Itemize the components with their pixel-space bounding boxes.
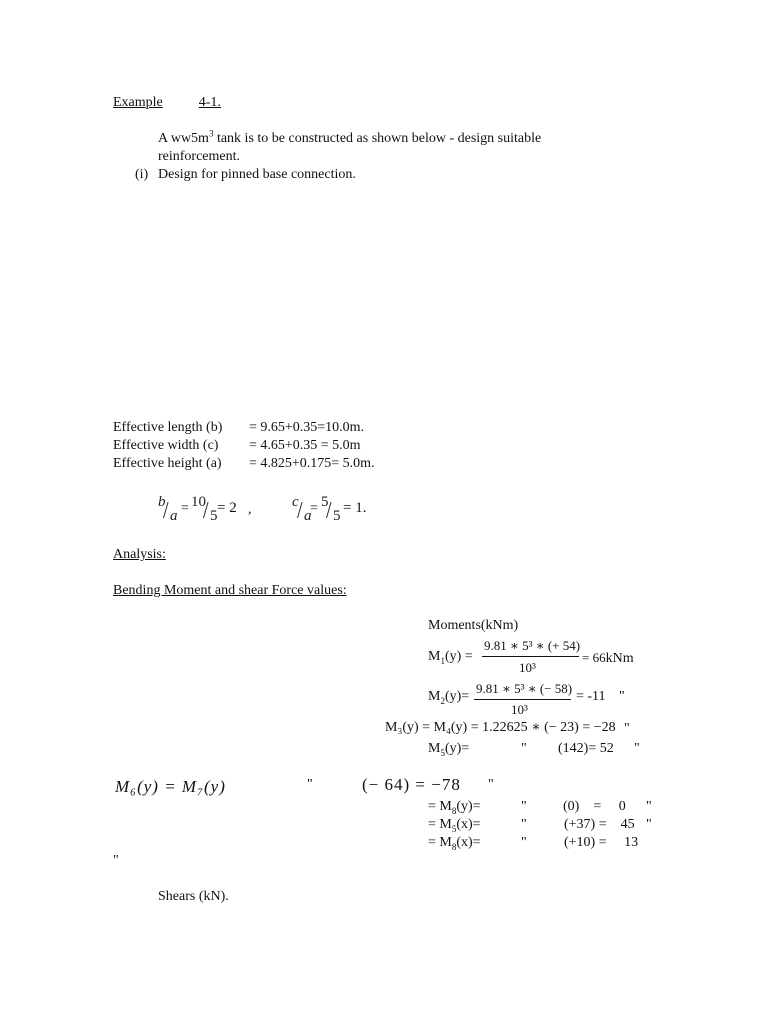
effective-height-value: = 4.825+0.175= 5.0m. [249, 456, 375, 471]
m5-lhs [428, 742, 469, 756]
ratio-a: a [170, 508, 178, 524]
effective-length-value: = 9.65+0.35=10.0m. [249, 420, 365, 435]
item-marker: (i) [135, 167, 149, 182]
m8y-ditto-b: " [646, 799, 652, 814]
ratio2-eq: = [310, 501, 318, 516]
effective-length-label: Effective length (b) [113, 420, 223, 435]
m6-m7-lhs: M₆(y) = M₇(y) [115, 777, 226, 796]
ratio-b: b [158, 494, 166, 510]
ratio1-mid-num: 10 [191, 494, 206, 510]
m5-ditto-b: " [634, 741, 640, 756]
intro-line-2: reinforcement. [158, 149, 241, 164]
example-label: Example [113, 95, 163, 110]
m5-arg: (y)= [444, 741, 470, 756]
effective-width-label: Effective width (c) [113, 438, 219, 453]
m1-result [582, 651, 634, 666]
example-heading [113, 96, 221, 110]
m5x-arg: (x)= [456, 817, 481, 832]
m6-ditto-a: " [307, 777, 313, 792]
m8y-value: (0) = 0 [563, 799, 626, 814]
ratio-separator: , [248, 502, 252, 517]
item-text: Design for pinned base connection. [158, 167, 356, 182]
m2-fraction-bar [474, 699, 571, 700]
m8y-M: = M [428, 799, 452, 814]
m2-ditto: " [619, 689, 625, 704]
ratio1-result: = 2 [217, 500, 237, 516]
shears-heading: Shears (kN). [158, 889, 229, 904]
m8x-value: (+10) = 13 [564, 835, 639, 850]
m1-result-value: = 66 [582, 650, 606, 665]
effective-width-value: = 4.65+0.35 = 5.0m [249, 438, 361, 453]
m2-M: M [428, 689, 441, 704]
m1-M: M [428, 649, 441, 664]
m5-ditto-a: " [521, 741, 527, 756]
m5x-ditto-a: " [521, 817, 527, 832]
m8y-ditto-a: " [521, 799, 527, 814]
m2-lhs [428, 690, 469, 704]
m1-fraction-bar [482, 656, 579, 657]
ratio-10-over-5: 10 / 5 [191, 494, 218, 525]
m8x-arg: (x)= [456, 835, 481, 850]
bm-heading: Bending Moment and shear Force values: [113, 583, 347, 598]
m5x-M: = M [428, 817, 452, 832]
intro-superscript: 3 [208, 128, 214, 139]
m8y-arg: (y)= [456, 799, 481, 814]
moments-title: Moments(kNm) [428, 618, 519, 633]
m8x-M: = M [428, 835, 452, 850]
m8x-sub: 8 [451, 841, 457, 852]
ratio1-eq: = [181, 501, 189, 516]
m2-denominator: 10³ [511, 702, 528, 717]
m5-sub: 5 [440, 747, 445, 758]
m1-denominator: 10³ [519, 660, 536, 675]
m5x-value: (+37) = 45 [564, 817, 635, 832]
m1-lhs [428, 650, 473, 664]
m1-sub: 1 [440, 655, 445, 666]
ratio-5-over-5: 5 / 5 [321, 494, 341, 525]
ratio1-mid-den: 5 [210, 508, 218, 524]
ratio-a2: a [304, 508, 312, 524]
ratio2-mid-num: 5 [321, 494, 329, 510]
intro-text-a: A ww5m [158, 131, 209, 146]
m5x-sub: 5 [451, 823, 457, 834]
m1-unit: kNm [605, 651, 634, 666]
effective-height-label: Effective height (a) [113, 456, 222, 471]
ratio-c: c [292, 494, 299, 510]
m6-value: (− 64) = −78 [362, 775, 461, 794]
example-number: 4-1. [198, 95, 221, 110]
intro-line-1 [158, 128, 542, 146]
m3-m4-expression: M₃(y) = M₄(y) = 1.22625 ∗ (− 23) = −28 [385, 720, 616, 735]
m5-M: M [428, 741, 441, 756]
m2-sub: 2 [440, 695, 445, 706]
m5x-ditto-b: " [646, 817, 652, 832]
ratio-b-over-a: b / a [158, 494, 178, 525]
m8y-sub: 8 [451, 805, 457, 816]
m8x-lhs [428, 836, 481, 850]
m6-ditto-b: " [488, 777, 494, 792]
m5x-lhs [428, 818, 481, 832]
stray-quote: " [113, 853, 119, 868]
ratio2-result: = 1. [343, 500, 367, 516]
m3-ditto: " [624, 721, 630, 736]
analysis-heading: Analysis: [113, 547, 166, 562]
m2-result: = -11 [576, 689, 606, 704]
ratio-c-over-a: c / a [292, 494, 312, 525]
m5-value: (142)= 52 [558, 741, 614, 756]
ratio2-mid-den: 5 [333, 508, 341, 524]
m1-numerator: 9.81 ∗ 5³ ∗ (+ 54) [484, 638, 581, 653]
m8x-ditto-a: " [521, 835, 527, 850]
m2-numerator: 9.81 ∗ 5³ ∗ (− 58) [476, 681, 573, 696]
m2-arg: (y)= [444, 689, 470, 704]
m8y-lhs [428, 800, 481, 814]
intro-text-b: tank is to be constructed as shown below - design suitable [213, 131, 542, 146]
m1-arg: (y) = [444, 649, 473, 664]
